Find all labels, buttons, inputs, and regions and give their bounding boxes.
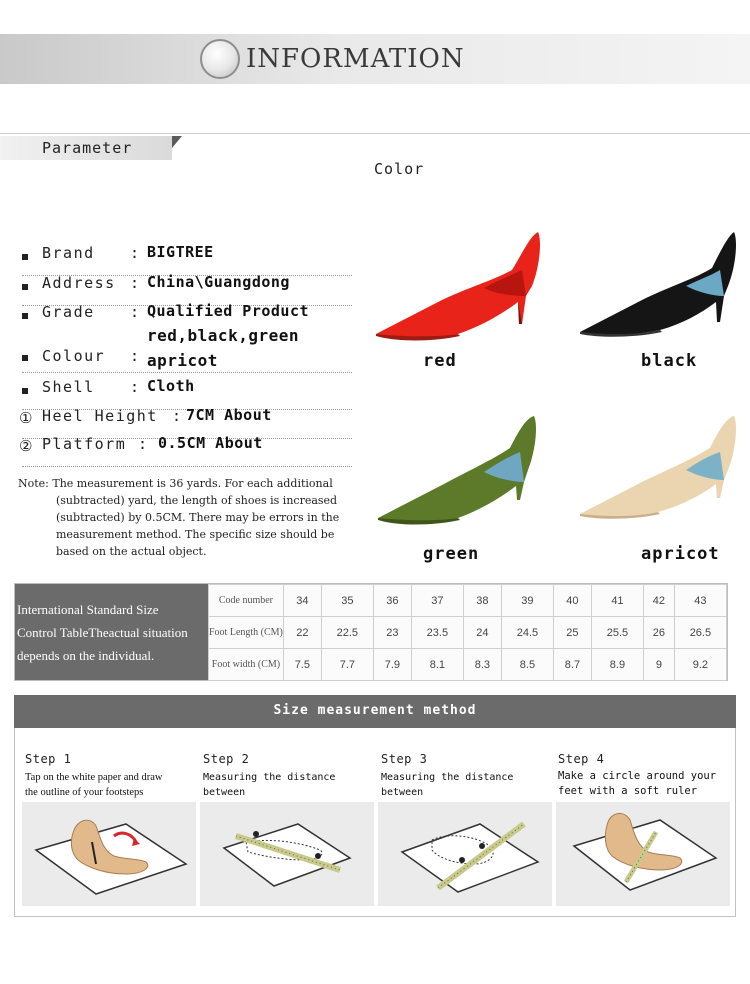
desc-line: Make a circle around your (558, 770, 717, 782)
table-row-code (209, 585, 727, 617)
table-cell: 8.3 (463, 649, 501, 681)
spec-colon: : (130, 378, 140, 396)
desc-line: Tap on the white paper and draw (25, 772, 163, 783)
table-cell: 7.5 (283, 649, 321, 681)
apricot-shoe-image (576, 410, 742, 526)
table-row-width (209, 649, 727, 681)
row-header: Foot width (CM) (209, 649, 284, 681)
red-shoe-image (372, 226, 548, 346)
table-cell: 8.5 (501, 649, 553, 681)
size-grid (208, 584, 727, 681)
black-shoe-image (576, 226, 742, 342)
note-line: measurement method. The specific size should be (56, 528, 335, 541)
tab-corner-decoration (172, 136, 182, 148)
spec-key: Platform (42, 435, 127, 453)
shoe-label-red: red (423, 351, 457, 371)
table-cell: 25.5 (591, 617, 643, 649)
note-line: based on the actual object. (56, 545, 207, 558)
table-cell: 39 (501, 585, 553, 617)
table-cell: 22 (283, 617, 321, 649)
table-cell: 8.9 (591, 649, 643, 681)
desc-line: Measuring the distance between (203, 772, 336, 798)
spec-colon: : (130, 303, 140, 321)
spec-value: red,black,green (147, 326, 299, 345)
table-row-length (209, 617, 727, 649)
table-cell: 43 (674, 585, 726, 617)
spec-colon: : (130, 244, 140, 262)
table-cell: 24 (463, 617, 501, 649)
table-cell: 9.2 (674, 649, 726, 681)
desc-line: the outline of your footsteps (25, 787, 144, 798)
bullet-icon (22, 284, 28, 290)
spec-value: Cloth (147, 377, 195, 395)
spec-key: Address (42, 274, 116, 292)
parameter-label: Parameter (42, 139, 133, 157)
table-cell: 38 (463, 585, 501, 617)
size-table-caption (15, 584, 208, 680)
spec-colon: : (138, 435, 148, 453)
caption-line: Control TableTheactual situation (17, 625, 188, 640)
spec-key: Colour (42, 347, 106, 365)
circled-number-two-icon: ② (19, 437, 33, 455)
row-header: Code number (209, 585, 284, 617)
spec-value: 0.5CM About (158, 434, 263, 452)
bullet-icon (22, 313, 28, 319)
table-cell: 36 (373, 585, 411, 617)
shoe-label-green: green (423, 544, 480, 564)
table-cell: 37 (411, 585, 463, 617)
bullet-icon (22, 388, 28, 394)
step-4-title: Step 4 (558, 752, 605, 766)
table-cell: 8.1 (411, 649, 463, 681)
step-1-title: Step 1 (25, 752, 72, 766)
caption-line: depends on the individual. (17, 648, 155, 663)
spec-value: Qualified Product (147, 302, 310, 320)
step-1-illustration (22, 802, 196, 906)
table-cell: 41 (591, 585, 643, 617)
spec-value: BIGTREE (147, 243, 214, 261)
desc-line: two points is your foot width. (381, 802, 520, 828)
spec-value: China\Guangdong (147, 273, 290, 291)
spec-row-brand (22, 243, 352, 276)
spec-key: Brand (42, 244, 95, 262)
size-note (18, 475, 378, 560)
color-heading: Color (374, 160, 425, 178)
bullet-icon (22, 355, 28, 361)
circled-number-one-icon: ① (19, 409, 33, 427)
table-cell: 23 (373, 617, 411, 649)
banner-title: INFORMATION (246, 44, 465, 74)
desc-line: two points is your foot length. (203, 802, 342, 828)
note-line: Note: The measurement is 36 yards. For each additional (18, 477, 333, 490)
spec-value-continued: apricot (147, 351, 218, 370)
step-3-title: Step 3 (381, 752, 428, 766)
desc-line: feet with a soft ruler (558, 785, 698, 797)
spec-key: Heel Height (42, 407, 158, 425)
spec-key: Grade (42, 303, 95, 321)
table-cell: 40 (553, 585, 591, 617)
table-cell: 35 (321, 585, 373, 617)
spec-colon: : (130, 347, 140, 365)
shoe-label-apricot: apricot (641, 544, 720, 564)
table-cell: 7.7 (321, 649, 373, 681)
shoe-label-black: black (641, 351, 698, 371)
spec-key: Shell (42, 378, 95, 396)
table-cell: 22.5 (321, 617, 373, 649)
spec-row-platform (19, 434, 352, 467)
row-header: Foot Length (CM) (209, 617, 284, 649)
table-cell: 8.7 (553, 649, 591, 681)
step-2-title: Step 2 (203, 752, 250, 766)
table-cell: 26.5 (674, 617, 726, 649)
note-line: (subtracted) by 0.5CM. There may be errors in the (56, 511, 340, 524)
table-cell: 7.9 (373, 649, 411, 681)
table-cell: 23.5 (411, 617, 463, 649)
banner-circle-icon (200, 39, 240, 79)
bullet-icon (22, 254, 28, 260)
green-shoe-image (374, 410, 542, 530)
spec-row-colour (22, 327, 352, 373)
step-2-illustration (200, 802, 374, 906)
table-cell: 26 (644, 617, 675, 649)
spec-colon: : (130, 274, 140, 292)
step-4-illustration (556, 802, 730, 906)
caption-line: International Standard Size (17, 602, 159, 617)
step-1-description (25, 770, 195, 800)
note-line: (subtracted) yard, the length of shoes is increased (56, 494, 338, 507)
size-table (14, 583, 728, 681)
spec-value: 7CM About (186, 406, 272, 424)
step-4-description (558, 769, 728, 799)
table-cell: 42 (644, 585, 675, 617)
table-cell: 34 (283, 585, 321, 617)
desc-line: Measuring the distance between (381, 772, 514, 798)
table-cell: 25 (553, 617, 591, 649)
spec-colon: : (172, 407, 182, 425)
divider (0, 133, 750, 134)
step-3-illustration (378, 802, 552, 906)
table-cell: 9 (644, 649, 675, 681)
measurement-title: Size measurement method (273, 703, 477, 718)
table-cell: 24.5 (501, 617, 553, 649)
